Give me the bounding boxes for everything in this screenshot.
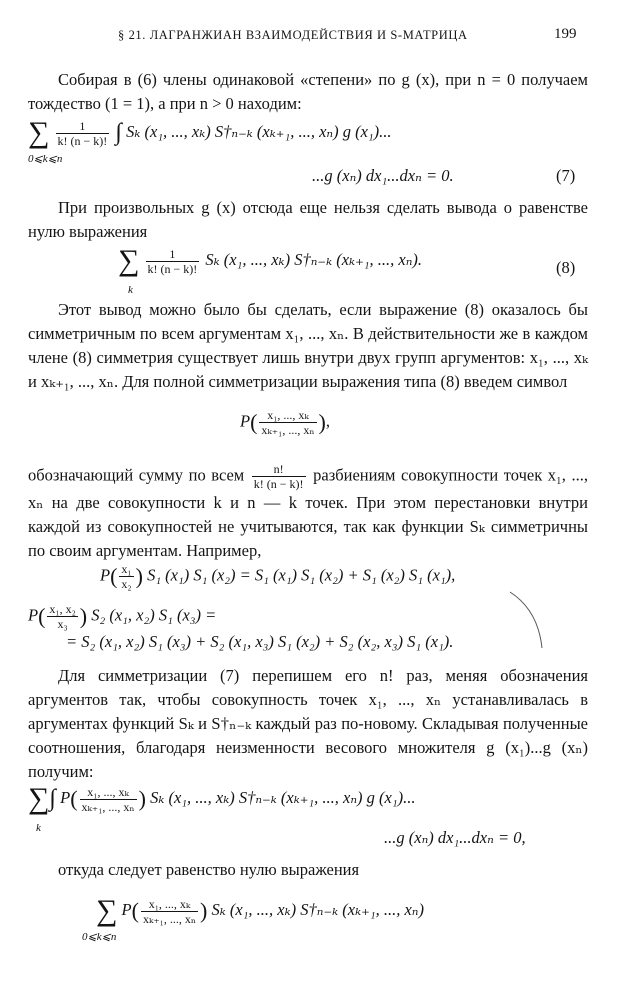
equation-7-line-2: ...g (xₙ) dx₁...dxₙ = 0. bbox=[312, 166, 454, 185]
fraction bbox=[119, 562, 133, 591]
final-expression-body: Sₖ (x₁, ..., xₖ) S†ₙ₋ₖ (xₖ₊₁, ..., xₙ) bbox=[211, 899, 424, 919]
page-number: 199 bbox=[554, 26, 577, 42]
symmetrized-equation-body: Sₖ (x₁, ..., xₖ) S†ₙ₋ₖ (xₖ₊₁, ..., xₙ) g (x₁)... bbox=[150, 787, 416, 807]
fraction bbox=[56, 119, 110, 148]
sum-symbol: ∑ bbox=[96, 894, 118, 927]
sum-limits: 0⩽k⩽n bbox=[28, 153, 63, 165]
partition-count-fraction bbox=[252, 462, 306, 491]
final-expression: ∑ P( $\frac{\text{x₁, ..., xₖ}}{\text{xₖ₊₁, ..., xₙ}}$ ) Sₖ (x₁, ..., xₖ) S†ₙ₋ₖ (xₖ₊₁, ..., xₙ) bbox=[96, 894, 424, 927]
paragraph-2: При произвольных g (x) отсюда еще нельзя сделать вывода о равенстве нулю выражения bbox=[28, 198, 588, 241]
numerator: n! bbox=[252, 462, 306, 477]
paragraph-5: Для симметризации (7) перепишем его n! раз, меняя обозначения аргументов так, чтобы совокупность точек x₁, ..., xₙ устанавливалась в аргументах функций Sₖ и S†ₙ₋ₖ каждый раз по-новому. Складывая полученные соотношения, благодаря неизменности весового множителя g (x₁)...g (xₙ) получим: bbox=[28, 666, 588, 781]
numerator: x₁, x₂ bbox=[49, 602, 76, 616]
example-equation-2-line-2: = S₂ (x₁, x₂) S₁ (x₃) + S₂ (x₁, x₃) S₁ (x₂) + S₂ (x₂, x₃) S₁ (x₁). bbox=[66, 632, 454, 651]
paragraph-3: Этот вывод можно было бы сделать, если выражение (8) оказалось бы симметричным по всем аргументам x₁, ..., xₙ. В действительности же в каждом члене (8) симметрия существует лишь внутри двух групп аргументов: x₁, ..., xₖ и xₖ₊₁, ..., xₙ. Для полной симметризации выражения типа (8) введем символ bbox=[28, 300, 588, 391]
denominator: x₂ bbox=[121, 577, 132, 591]
fraction bbox=[146, 247, 200, 276]
paragraph-4-start: обозначающий сумму по всем bbox=[28, 465, 245, 485]
sum-symbol: ∑ bbox=[28, 116, 50, 149]
numerator: 1 bbox=[56, 119, 110, 134]
equation-number-8: (8) bbox=[556, 258, 576, 277]
symmetrized-equation-line-2: ...g (xₙ) dx₁...dxₙ = 0, bbox=[384, 828, 526, 847]
numerator: x₁ bbox=[121, 562, 132, 576]
example-equation-1: P( $\frac{\text{x₁}}{\text{x₂}}$ ) S₁ (x₁) S₁ (x₂) = S₁ (x₁) S₁ (x₂) + S₁ (x₂) S₁ (x₁), bbox=[100, 562, 456, 591]
fraction bbox=[80, 785, 137, 814]
equation-8-body: Sₖ (x₁, ..., xₖ) S†ₙ₋ₖ (xₖ₊₁, ..., xₙ). bbox=[205, 249, 423, 269]
paragraph-6: откуда следует равенство нулю выражения bbox=[58, 860, 360, 879]
integral-symbol: ∫ bbox=[115, 119, 122, 146]
paragraph-1: Собирая в (6) члены одинаковой «степени» по g (x), при n = 0 получаем тождество (1 = 1), а при n > 0 находим: bbox=[28, 70, 588, 113]
equation-8 bbox=[118, 246, 422, 276]
numerator: 1 bbox=[146, 247, 200, 262]
equation-7-body: Sₖ (x₁, ..., xₖ) S†ₙ₋ₖ (xₖ₊₁, ..., xₙ) g (x₁)... bbox=[126, 121, 392, 141]
example-2-body: S₂ (x₁, x₂) S₁ (x₃) = bbox=[91, 605, 217, 625]
sum-symbol: ∑ bbox=[118, 244, 140, 277]
equation-number-7: (7) bbox=[556, 166, 576, 185]
sum-symbol: ∑ bbox=[28, 782, 50, 815]
numerator: x₁, ..., xₖ bbox=[80, 785, 137, 800]
symmetrized-equation: ∑∫ P( $\frac{\text{x₁, ..., xₖ}}{\text{xₖ₊₁, ..., xₙ}}$ ) Sₖ (x₁, ..., xₖ) S†ₙ₋ₖ (xₖ₊₁, ..., xₙ) g (x₁)... bbox=[28, 782, 416, 815]
denominator: xₖ₊₁, ..., xₙ bbox=[81, 799, 135, 814]
denominator: x₃ bbox=[57, 617, 68, 631]
sum-index: k bbox=[36, 822, 41, 834]
fraction bbox=[259, 408, 316, 437]
paragraph-4-end: разбиениям совокупности точек x₁, ..., xₙ на две совокупности k и n — k точек. При этом перестановки внутри каждой из совокупностей не учитываются, так как функции Sₖ симметричны по своим аргументам. Например, bbox=[28, 465, 588, 560]
symmetrization-symbol: P( $\frac{\text{x₁, ..., xₖ}}{\text{xₖ₊₁, ..., xₙ}}$ ), bbox=[240, 408, 330, 437]
example-1-body: S₁ (x₁) S₁ (x₂) = S₁ (x₁) S₁ (x₂) + S₁ (x₂) S₁ (x₁), bbox=[147, 565, 456, 585]
paragraph-4 bbox=[28, 462, 588, 563]
numerator: x₁, ..., xₖ bbox=[141, 897, 198, 912]
sum-limits: 0⩽k⩽n bbox=[82, 931, 117, 943]
denominator: k! (n − k)! bbox=[57, 133, 108, 148]
pencil-mark bbox=[508, 590, 548, 650]
equation-7 bbox=[28, 118, 392, 148]
fraction bbox=[141, 897, 198, 926]
denominator: xₖ₊₁, ..., xₙ bbox=[142, 911, 197, 926]
fraction bbox=[47, 602, 77, 631]
denominator: xₖ₊₁, ..., xₙ bbox=[261, 423, 315, 437]
sum-index: k bbox=[128, 284, 133, 296]
denominator: k! (n − k)! bbox=[147, 261, 198, 276]
denominator: k! (n − k)! bbox=[253, 477, 304, 491]
integral-symbol: ∫ bbox=[49, 785, 56, 812]
numerator: x₁, ..., xₖ bbox=[259, 408, 316, 423]
running-head: § 21. ЛАГРАНЖИАН ВЗАИМОДЕЙСТВИЯ И S-МАТРИЦА bbox=[118, 28, 468, 42]
example-equation-2: P( $\frac{\text{x₁, x₂}}{\text{x₃}}$ ) S₂ (x₁, x₂) S₁ (x₃) = bbox=[28, 602, 217, 631]
